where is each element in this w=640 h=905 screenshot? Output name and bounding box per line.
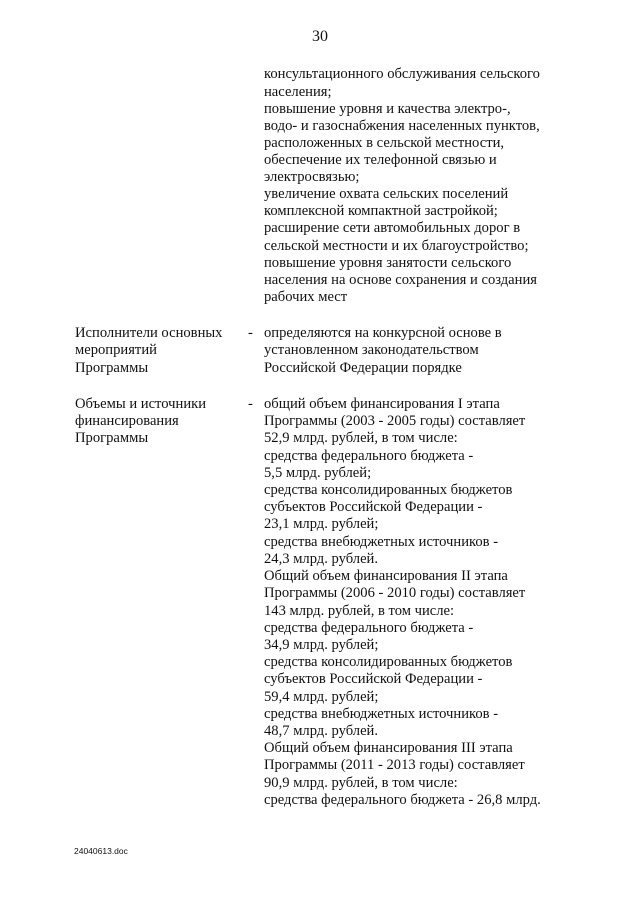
funding-value-line: средства федерального бюджета - xyxy=(264,448,474,464)
intro-line: повышение уровня и качества электро-, xyxy=(264,101,511,117)
intro-line: комплексной компактной застройкой; xyxy=(264,203,498,219)
intro-line: электросвязью; xyxy=(264,169,360,185)
funding-value-line: средства внебюджетных источников - xyxy=(264,706,499,722)
funding-value-line: 23,1 млрд. рублей; xyxy=(264,516,379,532)
funding-value-line: 48,7 млрд. рублей. xyxy=(264,723,379,739)
intro-line: расширение сети автомобильных дорог в xyxy=(264,220,521,236)
intro-line: населения; xyxy=(264,84,332,100)
funding-value-line: 5,5 млрд. рублей; xyxy=(264,465,372,481)
intro-line: консультационного обслуживания сельского xyxy=(264,66,540,82)
funding-value-line: 24,3 млрд. рублей. xyxy=(264,551,379,567)
funding-label-line: Программы xyxy=(75,430,149,446)
funding-label-line: финансирования xyxy=(75,413,179,429)
funding-value-line: 143 млрд. рублей, в том числе: xyxy=(264,603,455,619)
funding-value-line: 90,9 млрд. рублей, в том числе: xyxy=(264,775,458,791)
funding-value-line: 52,9 млрд. рублей, в том числе: xyxy=(264,430,458,446)
funding-value-line: Программы (2011 - 2013 годы) составляет xyxy=(264,757,525,773)
intro-line: повышение уровня занятости сельского xyxy=(264,255,512,271)
funding-value-line: средства консолидированных бюджетов xyxy=(264,654,513,670)
intro-line: обеспечение их телефонной связью и xyxy=(264,152,497,168)
document-filename: 24040613.doc xyxy=(74,846,128,856)
executors-value-line: определяются на конкурсной основе в xyxy=(264,325,502,341)
funding-value-line: средства внебюджетных источников - xyxy=(264,534,499,550)
intro-line: водо- и газоснабжения населенных пунктов, xyxy=(264,118,540,134)
executors-value-line: Российской Федерации порядке xyxy=(264,360,462,376)
intro-line: рабочих мест xyxy=(264,289,348,305)
funding-value-line: субъектов Российской Федерации - xyxy=(264,671,483,687)
funding-value-line: средства консолидированных бюджетов xyxy=(264,482,513,498)
executors-value-line: установленном законодательством xyxy=(264,342,479,358)
funding-value-line: Общий объем финансирования III этапа xyxy=(264,740,513,756)
funding-value-line: 34,9 млрд. рублей; xyxy=(264,637,379,653)
executors-dash: - xyxy=(248,325,253,341)
funding-value-line: общий объем финансирования I этапа xyxy=(264,396,500,412)
funding-value-line: средства федерального бюджета - xyxy=(264,620,474,636)
intro-line: увеличение охвата сельских поселений xyxy=(264,186,509,202)
executors-label-line: мероприятий xyxy=(75,342,157,358)
executors-label-line: Программы xyxy=(75,360,149,376)
funding-label-line: Объемы и источники xyxy=(75,396,207,412)
intro-line: расположенных в сельской местности, xyxy=(264,135,505,151)
funding-value-line: субъектов Российской Федерации - xyxy=(264,499,483,515)
intro-line: сельской местности и их благоустройство; xyxy=(264,238,529,254)
page-number: 30 xyxy=(312,28,328,45)
funding-value-line: средства федерального бюджета - 26,8 млрд. xyxy=(264,792,541,808)
intro-line: населения на основе сохранения и создания xyxy=(264,272,537,288)
funding-value-line: Программы (2003 - 2005 годы) составляет xyxy=(264,413,526,429)
funding-value-line: 59,4 млрд. рублей; xyxy=(264,689,379,705)
executors-label-line: Исполнители основных xyxy=(75,325,223,341)
funding-dash: - xyxy=(248,396,253,412)
funding-value-line: Общий объем финансирования II этапа xyxy=(264,568,508,584)
funding-value-line: Программы (2006 - 2010 годы) составляет xyxy=(264,585,526,601)
